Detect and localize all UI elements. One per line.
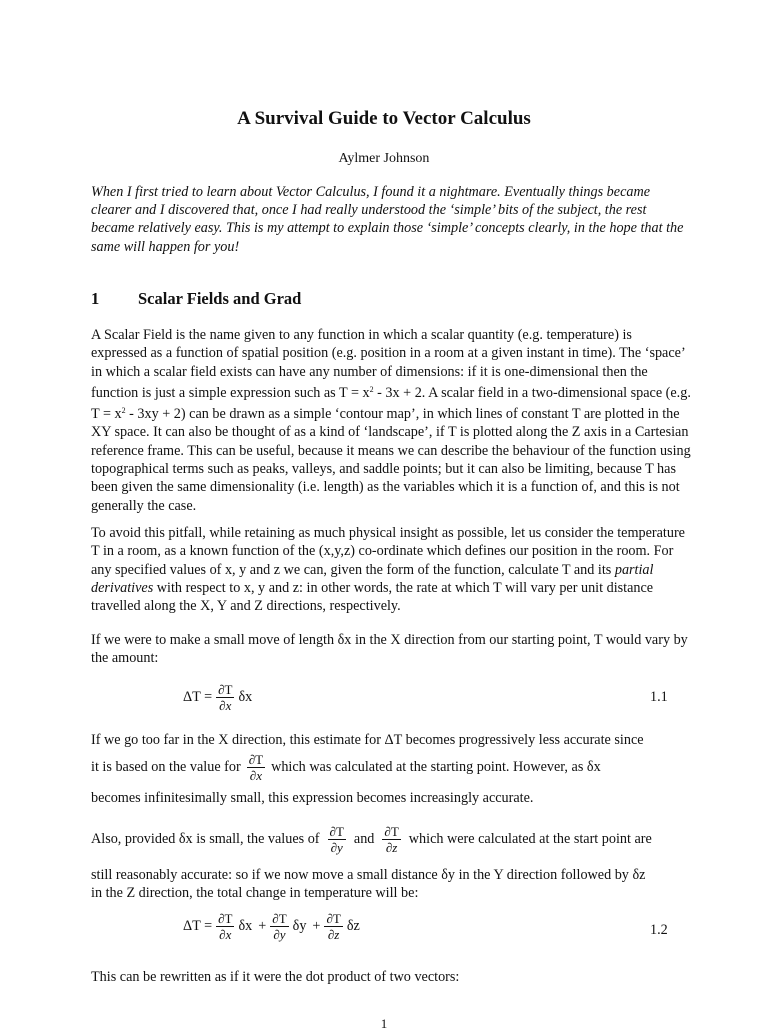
section-number: 1 bbox=[91, 289, 100, 308]
fraction: $\frac{\partial T}{\partial y}$ bbox=[329, 824, 344, 855]
fraction: $\frac{\partial T}{\partial x}$ bbox=[218, 682, 233, 713]
paragraph-line: in the Z direction, the total change in temperature will be: bbox=[91, 885, 419, 901]
fraction: $\frac{\partial T}{\partial y}$ bbox=[272, 911, 287, 942]
equation-1-2: ΔT = $\frac{\partial T}{\partial x}$ δx + $\frac{\partial T}{\partial y}$ δy + $\frac{\partial T}{\partial z}$ δz bbox=[183, 911, 360, 942]
paragraph-line: If we go too far in the X direction, this estimate for ΔT becomes progressively less accurate since bbox=[91, 732, 644, 748]
paragraph-line: still reasonably accurate: so if we now move a small distance δy in the Y direction followed by δz bbox=[91, 867, 646, 883]
fraction: $\frac{\partial T}{\partial x}$ bbox=[218, 911, 233, 942]
fraction: $\frac{\partial T}{\partial z}$ bbox=[384, 824, 399, 855]
paragraph-line-with-fraction: it is based on the value for $\frac{\partial T}{\partial x}$ which was calculated at the starting point. However, as δx bbox=[91, 752, 601, 783]
paragraph-temperature: To avoid this pitfall, while retaining as much physical insight as possible, let us consider the temperature T in a room, as a known function of the (x,y,z) co-ordinate which defines our position in the room. For any specified values of x, y and z we can, given the form of the function, calculate T and its partial derivatives with respect to x, y and z: in other words, the rate at which T will vary per unit distance travelled along the X, Y and Z directions, respectively. bbox=[91, 525, 685, 615]
paragraph-dot-product: This can be rewritten as if it were the dot product of two vectors: bbox=[91, 969, 460, 985]
section-heading bbox=[91, 289, 301, 309]
page-number: 1 bbox=[380, 1016, 388, 1031]
fraction: $\frac{\partial T}{\partial x}$ bbox=[248, 752, 264, 783]
paragraph-scalar-field: A Scalar Field is the name given to any function in which a scalar quantity (e.g. temperature) is expressed as a function of spatial position (e.g. position in a room at a given instant in time). The ‘space’ in which a scalar field exists can have any number of dimensions: if it is one-dimensional then the function is just a simple expression such as $T = x^2 - 3x + 2$. A scalar field in a two-dimensional space (e.g. $T = x^2 - 3xy + 2$) can be drawn as a simple ‘contour map’, in which lines of constant T are plotted in the XY space. It can also be thought of as a kind of ‘landscape’, if T is plotted along the Z axis in a Cartesian reference frame. This can be useful, because it means we can describe the behaviour of the function using topographical terms such as peaks, valleys, and saddle points; but it can also be limiting, because T has been given the same dimensionality (i.e. length) as the variables which it is a function of, and this is not generally the case. bbox=[91, 327, 691, 514]
paragraph-line-with-fractions: Also, provided δx is small, the values of $\frac{\partial T}{\partial y}$ and $\frac{\partial T}{\partial z}$ which were calculated at the start point are bbox=[91, 824, 652, 855]
paragraph-small-move: If we were to make a small move of length δx in the X direction from our starting point, T would vary by the amount: bbox=[91, 632, 688, 667]
paragraph-line: becomes infinitesimally small, this expression becomes increasingly accurate. bbox=[91, 790, 534, 806]
fraction: $\frac{\partial T}{\partial z}$ bbox=[326, 911, 341, 942]
section-title: Scalar Fields and Grad bbox=[138, 289, 302, 308]
paper-title: A Survival Guide to Vector Calculus bbox=[237, 108, 531, 129]
equation-number: 1.2 bbox=[650, 922, 668, 938]
abstract: When I first tried to learn about Vector Calculus, I found it a nightmare. Eventually things became clearer and I discovered that, once I had really understood the ‘simple’ bits of the subject, the rest became relatively easy. This is my attempt to explain those ‘simple’ concepts clearly, in the hope that the same will happen for you! bbox=[91, 184, 684, 255]
author-name: Aylmer Johnson bbox=[338, 151, 430, 166]
equation-number: 1.1 bbox=[650, 689, 668, 705]
equation-1-1: ΔT = $\frac{\partial T}{\partial x}$ δx bbox=[183, 682, 253, 713]
